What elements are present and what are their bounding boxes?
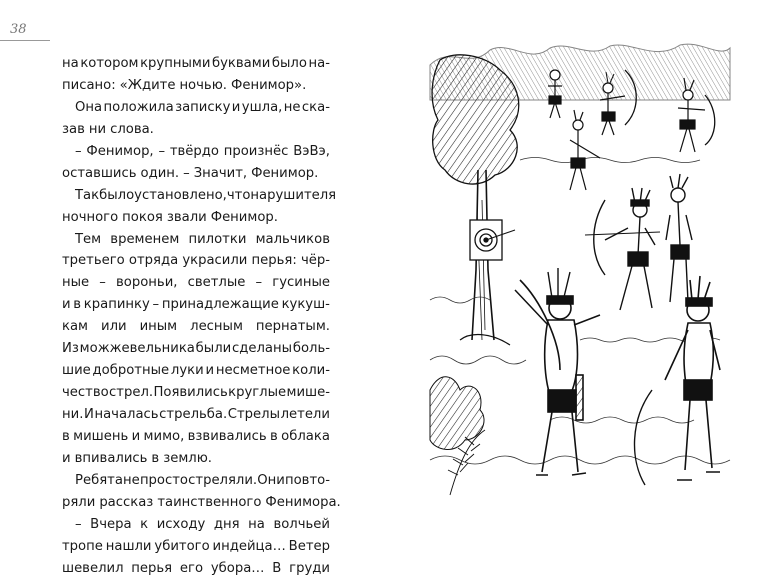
text-line: зав ни слова. — [62, 121, 154, 137]
text-line: – Фенимор, – твёрдо произнёс ВэВэ, — [75, 143, 330, 159]
boy-foreground-right — [635, 276, 720, 485]
text-line: Она положила записку и ушла, не ска- — [75, 99, 330, 115]
boy-mid-left — [570, 110, 600, 190]
text-line: ные – вороньи, светлые – гусиные — [62, 275, 330, 291]
text-line: – Вчера к исходу дня на волчьей — [75, 516, 330, 532]
text-line: Из можжевельника были сделаны боль- — [62, 341, 330, 357]
text-line: и впивались в землю. — [62, 450, 212, 466]
boy-middle-archer — [585, 188, 660, 310]
text-line: Ребята не просто стреляли. Они повто- — [75, 472, 330, 488]
archery-boys-drawing-icon — [430, 40, 730, 495]
text-line: тропе нашли убитого индейца… Ветер — [62, 538, 330, 554]
boy-foreground-archer — [515, 268, 600, 475]
text-line: Тем временем пилотки мальчиков — [75, 231, 330, 247]
text-line: шевелил перья его убора… В груди — [62, 560, 330, 576]
text-line: ночного покоя звали Фенимор. — [62, 209, 278, 225]
text-line: ряли рассказ таинственного Фенимора. — [62, 494, 341, 510]
text-line: писано: «Ждите ночью. Фенимор». — [62, 77, 307, 93]
archery-target — [470, 220, 515, 260]
tree — [432, 55, 519, 345]
body-text-column — [62, 53, 341, 580]
text-line: шие добротные луки и несметное коли- — [62, 363, 330, 379]
text-line: третьего отряда украсили перья: чёр- — [62, 253, 330, 269]
text-line: кам или иным лесным пернатым. — [62, 319, 330, 335]
page-number-rule — [0, 40, 50, 41]
text-line: на котором крупными буквами было на- — [62, 56, 330, 71]
text-line: Так было установлено, что нарушителя — [75, 187, 337, 203]
text-line: чество стрел. Появились круглые мише- — [62, 385, 330, 401]
page-number: 38 — [10, 22, 27, 37]
text-line: в мишень и мимо, взвивались в облака — [62, 428, 330, 444]
text-line: и в крапинку – принадлежащие кукуш- — [62, 297, 330, 313]
text-line: оставшись один. – Значит, Фенимор. — [62, 165, 319, 181]
text-line: ни. И началась стрельба. Стрелы летели — [62, 407, 330, 422]
boy-middle-right — [666, 174, 692, 302]
